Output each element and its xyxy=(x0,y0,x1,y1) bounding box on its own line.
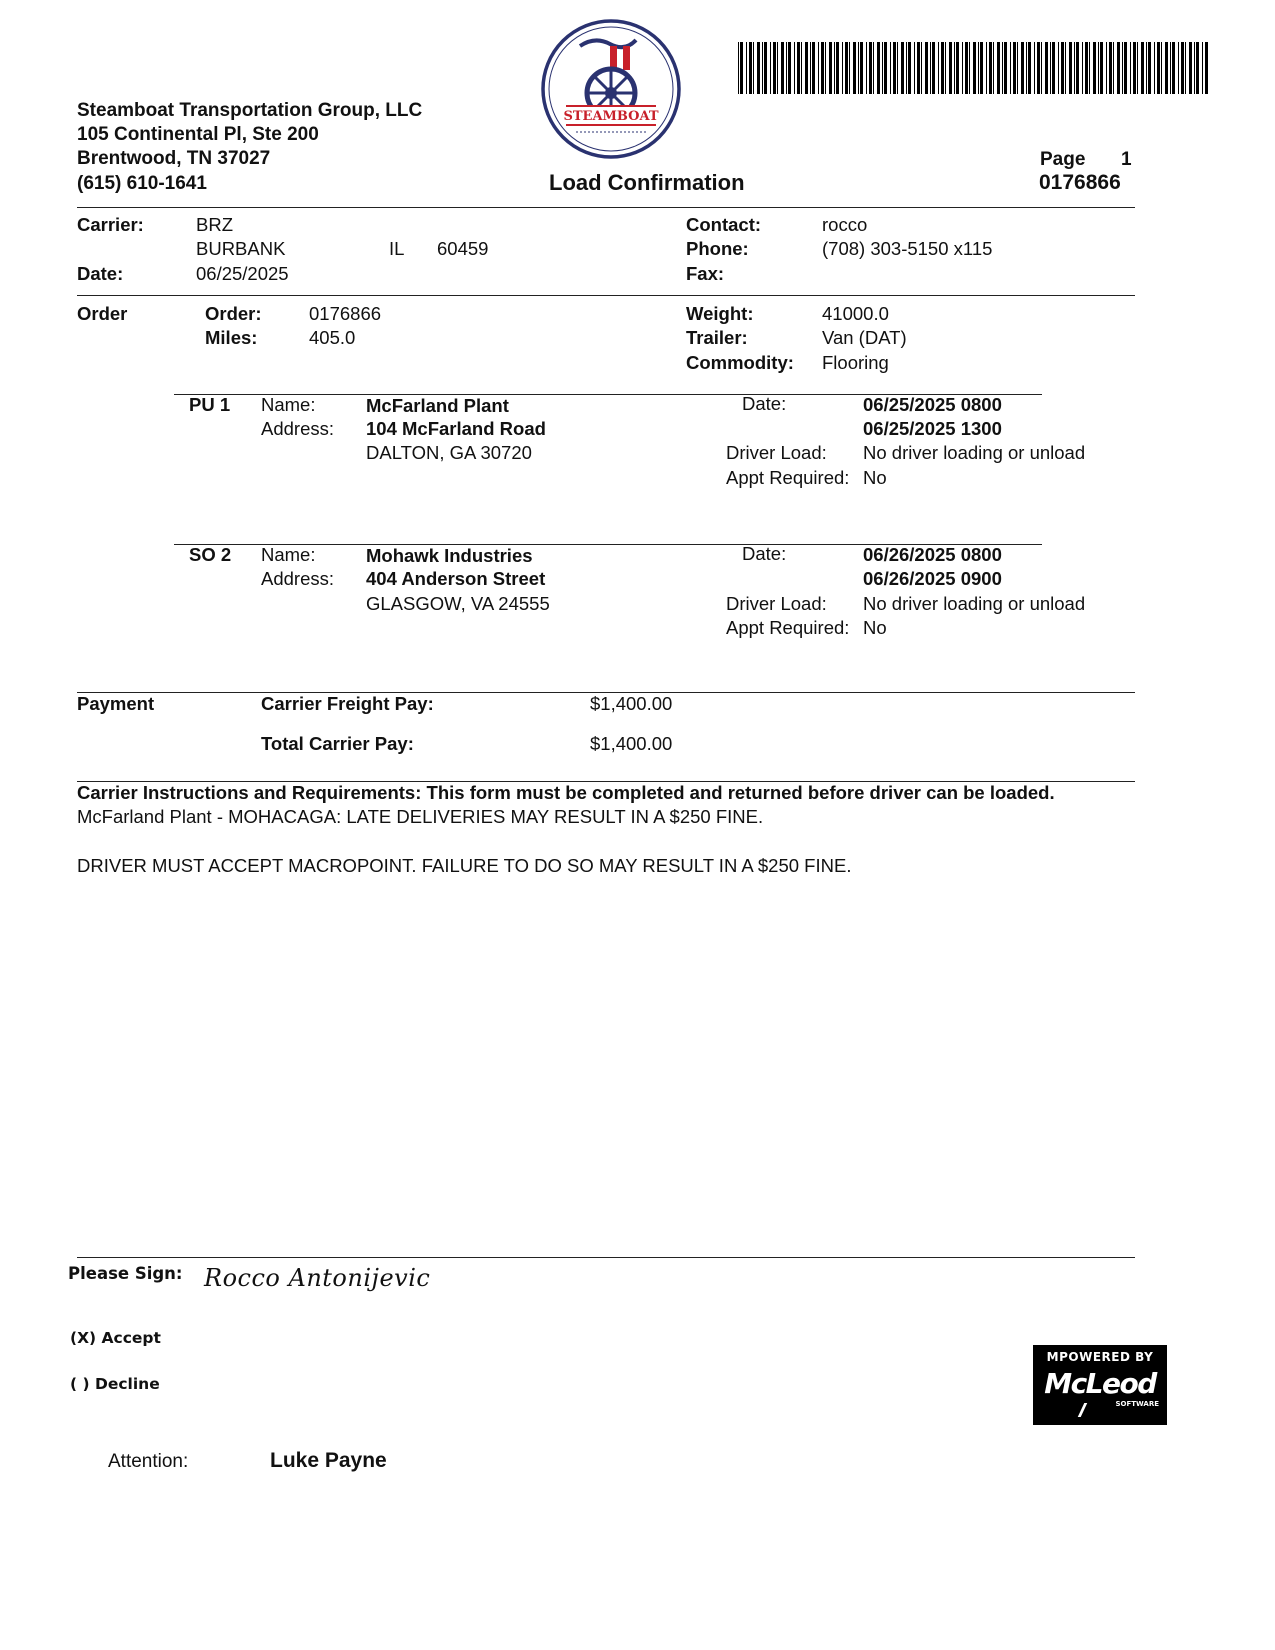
miles-label: Miles: xyxy=(205,327,258,348)
payment-section-label: Payment xyxy=(77,693,155,714)
stop-city: DALTON, GA 30720 xyxy=(366,442,532,463)
stop-name-label: Name: xyxy=(261,544,316,565)
carrier-date-label: Date: xyxy=(77,263,124,284)
stop-name-label: Name: xyxy=(261,394,316,415)
commodity-value: Flooring xyxy=(822,352,889,373)
fax-label: Fax: xyxy=(686,263,725,284)
carrier-date: 06/25/2025 xyxy=(196,263,289,284)
please-sign-label: Please Sign: xyxy=(68,1264,183,1283)
stop-date-start: 06/26/2025 0800 xyxy=(863,544,1002,565)
carrier-zip: 60459 xyxy=(437,238,489,259)
contact-label: Contact: xyxy=(686,214,762,235)
steamboat-logo-icon xyxy=(540,18,682,160)
stop-city: GLASGOW, VA 24555 xyxy=(366,593,550,614)
mcleod-tagline: MPOWERED BY xyxy=(1046,1350,1154,1364)
driver-load-value: No driver loading or unload xyxy=(863,442,1086,463)
appt-required-label: Appt Required: xyxy=(726,467,850,488)
mcleod-software: SOFTWARE xyxy=(1115,1400,1159,1408)
decline-option[interactable]: ( ) Decline xyxy=(70,1375,160,1393)
weight-value: 41000.0 xyxy=(822,303,889,324)
weight-label: Weight: xyxy=(686,303,754,324)
document-title: Load Confirmation xyxy=(549,170,745,195)
logo-text: STEAMBOAT xyxy=(563,109,659,124)
stop-address-label: Address: xyxy=(261,568,335,589)
accept-option[interactable]: (X) Accept xyxy=(70,1329,161,1347)
appt-required-label: Appt Required: xyxy=(726,617,850,638)
attention-name: Luke Payne xyxy=(270,1449,387,1472)
company-name: Steamboat Transportation Group, LLC xyxy=(77,100,423,121)
stop-address-label: Address: xyxy=(261,418,335,439)
stop-street: 104 McFarland Road xyxy=(366,418,546,439)
instructions-heading: Carrier Instructions and Requirements: This form must be completed and returned before driver can be loaded. xyxy=(77,782,1055,803)
freight-pay-label: Carrier Freight Pay: xyxy=(261,693,434,714)
order-value: 0176866 xyxy=(309,303,382,324)
driver-load-label: Driver Load: xyxy=(726,593,827,614)
order-label: Order: xyxy=(205,303,262,324)
trailer-value: Van (DAT) xyxy=(822,327,907,348)
stop-street: 404 Anderson Street xyxy=(366,568,546,589)
phone-label: Phone: xyxy=(686,238,749,259)
appt-required-value: No xyxy=(863,617,887,638)
divider xyxy=(77,207,1135,208)
stop-date-label: Date: xyxy=(742,543,787,564)
instructions-line: McFarland Plant - MOHACAGA: LATE DELIVERIES MAY RESULT IN A $250 FINE. xyxy=(77,806,764,827)
header-order-number: 0176866 xyxy=(1039,171,1121,194)
company-address-line2: Brentwood, TN 37027 xyxy=(77,148,271,169)
driver-load-label: Driver Load: xyxy=(726,442,827,463)
mcleod-wordmark: McLeod xyxy=(1044,1367,1156,1400)
divider xyxy=(77,1257,1135,1258)
barcode-icon xyxy=(738,42,1210,94)
carrier-label: Carrier: xyxy=(77,214,144,235)
signature-name[interactable]: Rocco Antonijevic xyxy=(204,1264,431,1292)
company-address-line1: 105 Continental Pl, Ste 200 xyxy=(77,124,319,145)
miles-value: 405.0 xyxy=(309,327,356,348)
carrier-city: BURBANK xyxy=(196,238,286,259)
order-section-label: Order xyxy=(77,303,128,324)
attention-label: Attention: xyxy=(108,1451,189,1472)
total-pay-label: Total Carrier Pay: xyxy=(261,733,414,754)
instructions-line: DRIVER MUST ACCEPT MACROPOINT. FAILURE TO DO SO MAY RESULT IN A $250 FINE. xyxy=(77,855,852,876)
trailer-label: Trailer: xyxy=(686,327,748,348)
appt-required-value: No xyxy=(863,467,887,488)
divider xyxy=(77,295,1135,296)
page-number: 1 xyxy=(1121,149,1132,170)
phone-value: (708) 303-5150 x115 xyxy=(822,238,993,259)
driver-load-value: No driver loading or unload xyxy=(863,593,1086,614)
stop-id: SO 2 xyxy=(189,544,232,565)
carrier-state: IL xyxy=(389,238,405,259)
stop-date-start: 06/25/2025 0800 xyxy=(863,394,1002,415)
freight-pay-value: $1,400.00 xyxy=(590,693,673,714)
contact-name: rocco xyxy=(822,214,868,235)
stop-date-label: Date: xyxy=(742,393,787,414)
stop-date-end: 06/25/2025 1300 xyxy=(863,418,1002,439)
total-pay-value: $1,400.00 xyxy=(590,733,673,754)
commodity-label: Commodity: xyxy=(686,352,794,373)
page-label: Page xyxy=(1040,149,1086,170)
carrier-code: BRZ xyxy=(196,214,233,235)
company-phone: (615) 610-1641 xyxy=(77,173,207,194)
stop-name: Mohawk Industries xyxy=(366,545,533,566)
mcleod-slash-icon xyxy=(1078,1403,1088,1417)
mcleod-logo-icon xyxy=(1033,1345,1167,1425)
stop-id: PU 1 xyxy=(189,394,231,415)
stop-date-end: 06/26/2025 0900 xyxy=(863,568,1002,589)
stop-name: McFarland Plant xyxy=(366,395,509,416)
